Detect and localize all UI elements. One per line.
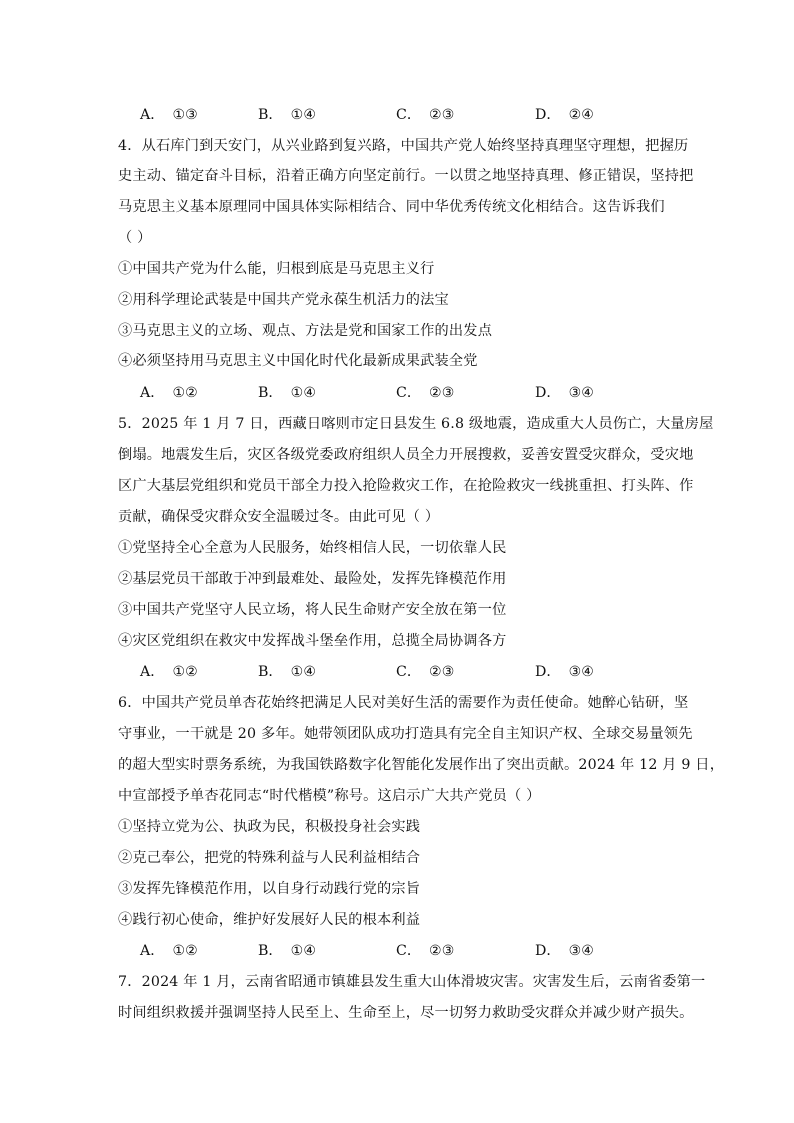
q4-options <box>140 382 700 402</box>
q5-statement: ③中国共产党坚守人民立场，将人民生命财产安全放在第一位 <box>118 602 507 618</box>
q4-statement: ①中国共产党为什么能，归根到底是马克思主义行 <box>118 261 435 277</box>
q6-statement: ②克己奉公，把党的特殊利益与人民利益相结合 <box>118 850 421 866</box>
q4-statement: ③马克思主义的立场、观点、方法是党和国家工作的出发点 <box>118 323 493 339</box>
q6-stem-line: 守事业，一干就是 20 多年。她带领团队成功打造具有完全自主知识产权、全球交易量领先 <box>118 726 693 742</box>
q7-stem-line: 时间组织救援并强调坚持人民至上、生命至上，尽一切努力救助受灾群众并减少财产损失。 <box>118 1005 694 1021</box>
q5-statement: ④灾区党组织在救灾中发挥战斗堡垒作用，总揽全局协调各方 <box>118 633 507 649</box>
q5-stem-line: 5．2025 年 1 月 7 日，西藏日喀则市定日县发生 6.8 级地震，造成重大人员伤亡，大量房屋 <box>118 416 714 432</box>
q4-statement: ②用科学理论武装是中国共产党永葆生机活力的法宝 <box>118 292 449 308</box>
q5-statement: ①党坚持全心全意为人民服务，始终相信人民，一切依靠人民 <box>118 540 507 556</box>
q5-statement: ②基层党员干部敢于冲到最难处、最险处，发挥先锋模范作用 <box>118 571 507 587</box>
q5-option-d[interactable]: D． ③④ <box>535 664 595 680</box>
q3-option-d[interactable]: D． ②④ <box>535 107 595 123</box>
q4-stem-line: 4．从石库门到天安门，从兴业路到复兴路，中国共产党人始终坚持真理坚守理想，把握历 <box>118 138 689 154</box>
q5-stem-line: 贡献，确保受灾群众安全温暖过冬。由此可见（ ） <box>118 509 440 525</box>
q5-option-b[interactable]: B． ①④ <box>258 664 317 680</box>
q4-stem-line: 马克思主义基本原理同中国具体实际相结合、同中华优秀传统文化相结合。这告诉我们 <box>118 199 665 215</box>
q3-option-a[interactable]: A． ①③ <box>140 107 198 123</box>
q3-option-b[interactable]: B． ①④ <box>258 107 317 123</box>
q4-option-a[interactable]: A． ①② <box>140 385 198 401</box>
q3-option-c[interactable]: C． ②③ <box>396 107 455 123</box>
q6-statement: ①坚持立党为公、执政为民，积极投身社会实践 <box>118 819 421 835</box>
q6-options <box>140 940 700 960</box>
q3-options <box>140 104 700 124</box>
q4-answer-blank: （ ） <box>118 230 152 246</box>
q4-option-d[interactable]: D． ③④ <box>535 385 595 401</box>
q5-options <box>140 661 700 681</box>
q6-option-a[interactable]: A． ①② <box>140 943 198 959</box>
q4-option-b[interactable]: B． ①④ <box>258 385 317 401</box>
q4-statement: ④必须坚持用马克思主义中国化时代化最新成果武装全党 <box>118 353 478 369</box>
q5-stem-line: 倒塌。地震发生后，灾区各级党委政府组织人员全力开展搜救，妥善安置受灾群众，受灾地 <box>118 447 694 463</box>
q4-option-c[interactable]: C． ②③ <box>396 385 455 401</box>
q5-option-a[interactable]: A． ①② <box>140 664 198 680</box>
q6-option-d[interactable]: D． ③④ <box>535 943 595 959</box>
q4-stem-line: 史主动、锚定奋斗目标，沿着正确方向坚定前行。一以贯之地坚持真理、修正错误，坚持把 <box>118 168 694 184</box>
q6-option-b[interactable]: B． ①④ <box>258 943 317 959</box>
q7-stem-line: 7．2024 年 1 月，云南省昭通市镇雄县发生重大山体滑坡灾害。灾害发生后，云南省委第一 <box>118 974 706 990</box>
q6-statement: ④践行初心使命，维护好发展好人民的根本利益 <box>118 912 421 928</box>
q6-option-c[interactable]: C． ②③ <box>396 943 455 959</box>
q5-stem-line: 区广大基层党组织和党员干部全力投入抢险救灾工作，在抢险救灾一线挑重担、打头阵、作 <box>118 478 694 494</box>
q6-stem-line: 的超大型实时票务系统，为我国铁路数字化智能化发展作出了突出贡献。2024 年 12 月 9 日， <box>118 757 725 773</box>
q6-statement: ③发挥先锋模范作用，以自身行动践行党的宗旨 <box>118 881 421 897</box>
q6-stem-line: 6．中国共产党员单杏花始终把满足人民对美好生活的需要作为责任使命。她醉心钻研，坚 <box>118 695 689 711</box>
q5-option-c[interactable]: C． ②③ <box>396 664 455 680</box>
q6-stem-line: 中宣部授予单杏花同志“时代楷模”称号。这启示广大共产党员（ ） <box>118 788 541 804</box>
